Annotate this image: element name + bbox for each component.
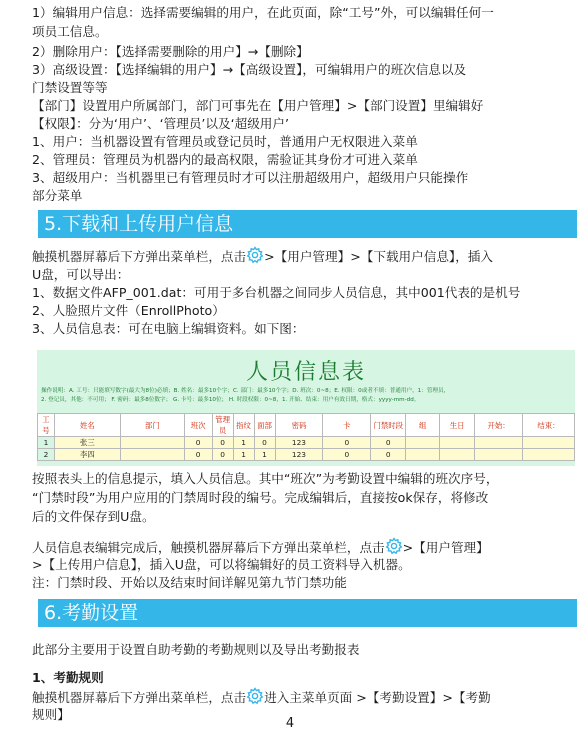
subheading: 1、考勤规则	[32, 670, 104, 685]
text-segment: 人员信息表编辑完成后，触摸机器屏幕后下方弹出菜单栏，点击	[32, 540, 385, 555]
text-segment: 进入主菜单页面 >【考勤设置】>【考勤	[264, 690, 491, 705]
text-line: 3、人员信息表：可在电脑上编辑资料。如下图：	[32, 321, 305, 336]
text-line: 2、人脸照片文件（EnrollPhoto）	[32, 303, 225, 318]
column-header: 指纹	[233, 414, 254, 437]
text-line: 注：门禁时段、开始以及结束时间详解见第九节门禁功能	[32, 575, 347, 590]
table-cell: 2	[38, 449, 55, 461]
table-cell: 0	[184, 449, 212, 461]
table-cell: 0	[254, 437, 275, 449]
text-segment: 触摸机器屏幕后下方弹出菜单栏，点击	[32, 690, 247, 705]
table-cell	[120, 449, 184, 461]
text-line: 【部门】设置用户所属部门，部门可事先在【用户管理】>【部门设置】里编辑好	[32, 98, 484, 113]
table-cell	[440, 437, 475, 449]
column-header: 姓名	[54, 414, 120, 437]
text-segment: 触摸机器屏幕后下方弹出菜单栏，点击	[32, 249, 247, 264]
table-cell: 123	[275, 437, 323, 449]
column-header: 工号	[38, 414, 55, 437]
page-number: 4	[285, 716, 295, 731]
text-line: 2、管理员：管理员为机器内的最高权限，需验证其身份才可进入菜单	[32, 152, 418, 167]
text-line: 【权限】：分为‘用户’、‘管理员’以及‘超级用户’	[32, 116, 290, 131]
table-cell	[522, 449, 574, 461]
text-line: 规则】	[32, 707, 70, 722]
table-cell: 0	[184, 437, 212, 449]
sheet-note: 2. 登记员，其他：不可用； F. 密码：最多8位数字； G. 卡号：最多10位； H. 时段权限：0~8，1. 开始、结束：用户有效日期，格式：yyyy-mm-dd。	[41, 397, 420, 403]
text-line	[32, 246, 572, 266]
column-header: 结束：	[522, 414, 574, 437]
text-segment: >【用户管理】>【下载用户信息】，插入	[264, 249, 493, 264]
table-cell	[120, 437, 184, 449]
table-cell	[475, 437, 523, 449]
table-header-row	[38, 414, 575, 437]
text-line: 1）编辑用户信息：选择需要编辑的用户，在此页面，除“工号”外，可以编辑任何一	[32, 5, 494, 20]
column-header: 组	[406, 414, 440, 437]
column-header: 门禁时段	[371, 414, 406, 437]
table-cell: 1	[254, 449, 275, 461]
text-line: “门禁时段”为用户应用的门禁周时段的编号。完成编辑后，直接按ok保存，将修改	[32, 490, 489, 505]
table-cell: 张三	[54, 437, 120, 449]
table-cell: 0	[323, 449, 371, 461]
table-row	[38, 437, 575, 449]
table-cell	[406, 437, 440, 449]
sheet-table	[37, 413, 575, 461]
table-row	[38, 449, 575, 461]
text-line: 此部分主要用于设置自助考勤的考勤规则以及导出考勤报表	[32, 642, 360, 657]
sheet-title: 人员信息表	[245, 360, 366, 385]
table-cell: 0	[212, 449, 233, 461]
column-header: 开始：	[475, 414, 523, 437]
table-cell: 0	[212, 437, 233, 449]
table-cell: 1	[233, 437, 254, 449]
table-cell	[475, 449, 523, 461]
column-header: 面部	[254, 414, 275, 437]
table-cell: 0	[371, 449, 406, 461]
text-line: 部分菜单	[32, 188, 83, 203]
text-line	[32, 537, 572, 557]
column-header: 生日	[440, 414, 475, 437]
column-header: 卡	[323, 414, 371, 437]
section-heading: 5.下载和上传用户信息	[38, 210, 577, 238]
column-header: 管理员	[212, 414, 233, 437]
text-segment: >【用户管理】	[402, 540, 489, 555]
table-cell: 0	[371, 437, 406, 449]
table-cell: 李四	[54, 449, 120, 461]
text-line: >【上传用户信息】，插入U盘，可以将编辑好的员工资料导入机器。	[32, 557, 411, 572]
text-line: U盘，可以导出：	[32, 267, 130, 282]
column-header: 密码	[275, 414, 323, 437]
table-cell	[440, 449, 475, 461]
sheet-note: 操作说明：A. 工号：只能填写数字(最大为8位)必填；B. 姓名：最多10个字；C. 部门：最多10个字；D. 班次：0~8；E. 权限：0或者不填：普通用户，1：管理员，	[41, 388, 450, 394]
column-header: 部门	[120, 414, 184, 437]
text-line: 项员工信息。	[32, 24, 108, 39]
gear-icon	[246, 687, 264, 705]
table-cell	[406, 449, 440, 461]
table-cell: 123	[275, 449, 323, 461]
text-line: 门禁设置等等	[32, 80, 108, 95]
table-cell: 1	[38, 437, 55, 449]
text-line: 3）高级设置：【选择编辑的用户】→【高级设置】，可编辑用户的班次信息以及	[32, 62, 467, 77]
text-line: 3、超级用户：当机器里已有管理员时才可以注册超级用户，超级用户只能操作	[32, 170, 469, 185]
text-line: 1、用户：当机器设置有管理员或登记员时，普通用户无权限进入菜单	[32, 134, 418, 149]
column-header: 班次	[184, 414, 212, 437]
text-line	[32, 687, 572, 707]
section-heading: 6.考勤设置	[38, 599, 577, 627]
table-cell: 0	[323, 437, 371, 449]
text-line: 后的文件保存到U盘。	[32, 509, 155, 524]
table-cell: 1	[233, 449, 254, 461]
text-line: 按照表头上的信息提示，填入人员信息。其中“班次”为考勤设置中编辑的班次序号，	[32, 471, 499, 486]
gear-icon	[246, 246, 264, 264]
table-cell	[522, 437, 574, 449]
gear-icon	[385, 537, 403, 555]
text-line: 1、数据文件AFP_001.dat：可用于多台机器之间同步人员信息，其中001代表的是机号	[32, 285, 521, 300]
text-line: 2）删除用户：【选择需要删除的用户】→【删除】	[32, 44, 309, 59]
